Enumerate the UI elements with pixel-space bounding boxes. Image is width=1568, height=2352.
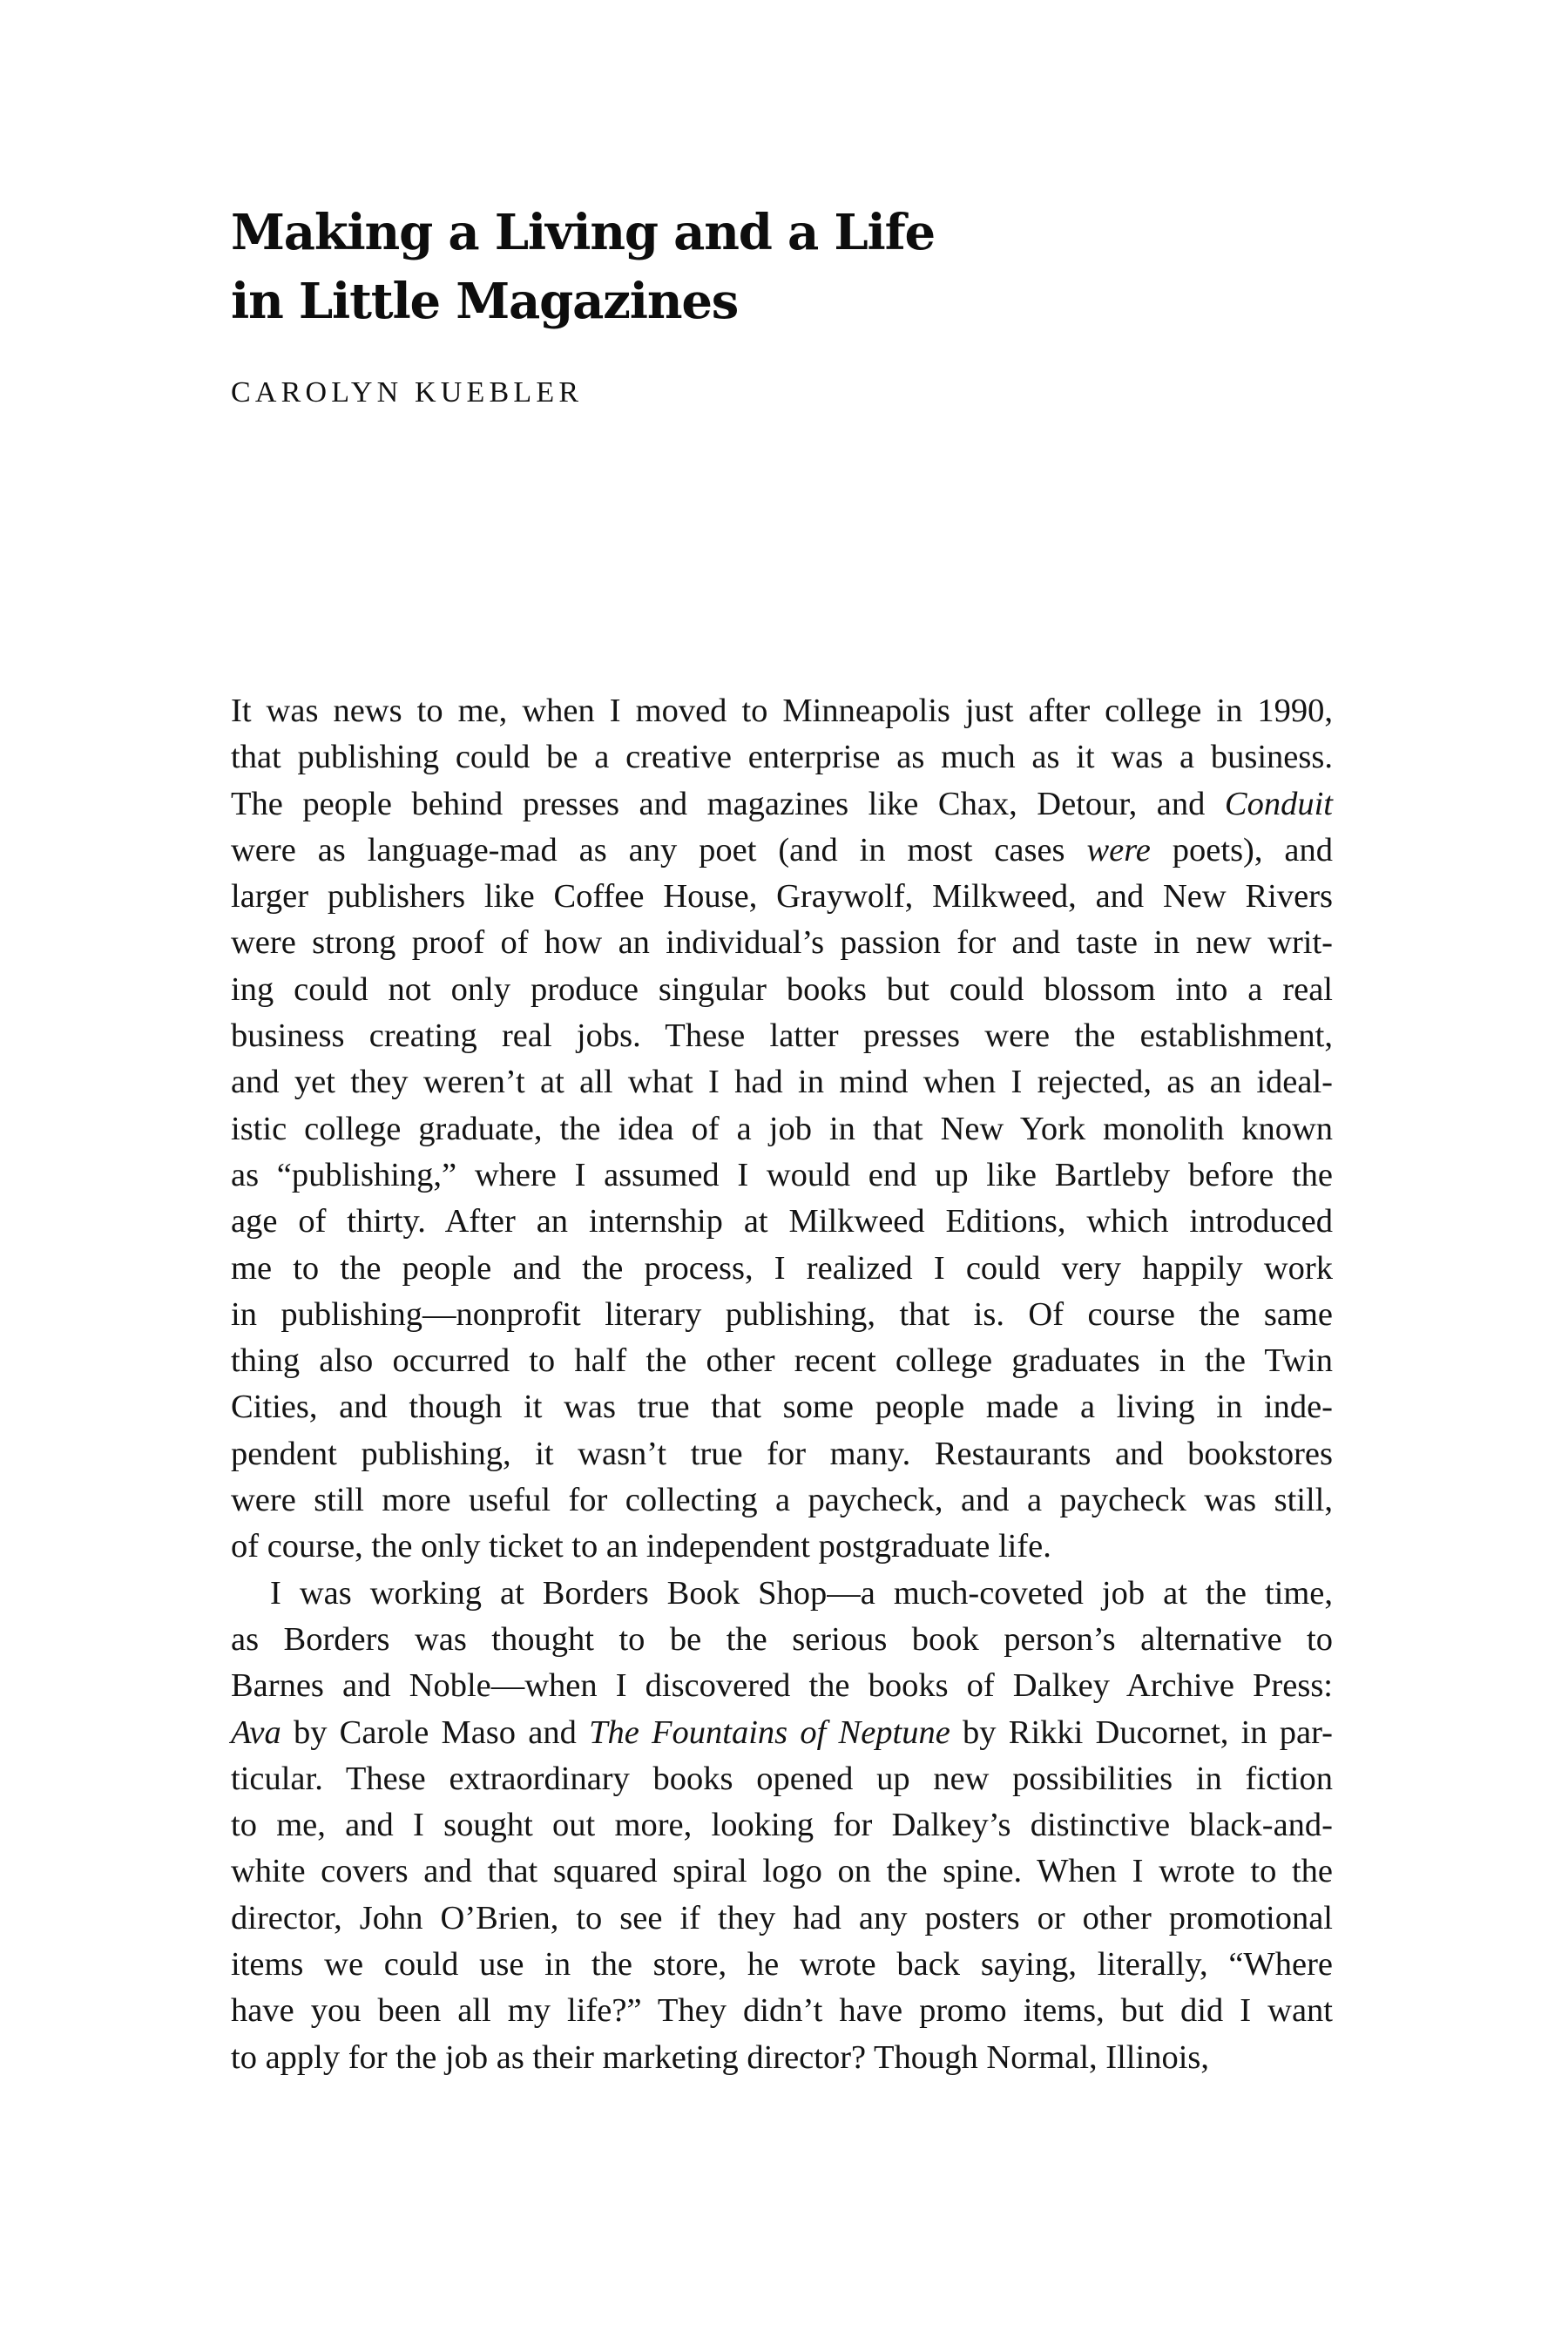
text-line — [231, 1292, 1333, 1338]
text-line — [231, 1384, 1333, 1430]
chapter-title — [231, 199, 1102, 336]
text-line — [231, 1571, 1333, 1617]
text-run: larger publishers like Coffee House, Graywolf, Milkweed, and New Rivers — [231, 878, 1333, 916]
text-line — [231, 1988, 1333, 2034]
text-run: thing also occurred to half the other recent college graduates in the Twin — [231, 1342, 1333, 1380]
text-run: me to the people and the process, I realized I could very happily work — [231, 1249, 1333, 1287]
text-line — [231, 1524, 1333, 1570]
text-run: have you been all my life?” They didn’t have promo items, but did I want — [231, 1992, 1333, 2030]
text-run: by Rikki Ducornet, in par- — [950, 1713, 1333, 1751]
text-run: were still more useful for collecting a paycheck, and a paycheck was still, — [231, 1482, 1333, 1519]
text-line — [231, 1338, 1333, 1384]
text-line — [231, 1059, 1333, 1105]
text-line — [231, 874, 1333, 920]
text-line — [231, 1431, 1333, 1477]
text-run: poets), and — [1150, 831, 1333, 868]
text-line — [231, 688, 1333, 734]
text-line — [231, 1013, 1333, 1059]
text-run: ing could not only produce singular books but could blossom into a real — [231, 970, 1333, 1008]
text-run: age of thirty. After an internship at Milkweed Editions, which introduced — [231, 1203, 1333, 1240]
text-run: ticular. These extraordinary books opened up new possibilities in fiction — [231, 1760, 1333, 1797]
text-run: white covers and that squared spiral logo on the spine. When I wrote to the — [231, 1853, 1333, 1890]
body-text — [231, 688, 1333, 2081]
text-run: business creating real jobs. These latter presses were the establishment, — [231, 1017, 1333, 1055]
text-line — [231, 1710, 1333, 1756]
text-line — [231, 1617, 1333, 1663]
text-line — [231, 1848, 1333, 1895]
text-run: istic college graduate, the idea of a job in that New York monolith known — [231, 1110, 1333, 1147]
paragraph — [231, 688, 1333, 1571]
text-run: director, John O’Brien, to see if they had any posters or other promotional — [231, 1899, 1333, 1936]
text-run: and yet they weren’t at all what I had in mind when I rejected, as an ideal- — [231, 1064, 1333, 1101]
text-run: of course, the only ticket to an independent postgraduate life. — [231, 1528, 1051, 1565]
chapter-title-line-2: in Little Magazines — [231, 273, 739, 330]
italic-title-text: were — [1086, 831, 1151, 868]
text-line — [231, 781, 1333, 828]
text-line — [231, 734, 1333, 781]
text-line — [231, 1663, 1333, 1709]
text-line — [231, 1896, 1333, 1942]
italic-title-text: Conduit — [1224, 785, 1333, 822]
text-run: to apply for the job as their marketing director? Though Normal, Illinois, — [231, 2038, 1210, 2076]
text-line — [231, 1477, 1333, 1524]
text-run: pendent publishing, it wasn’t true for many. Restaurants and bookstores — [231, 1435, 1333, 1472]
text-run: by Carole Maso and — [280, 1713, 590, 1751]
text-line — [231, 1802, 1333, 1848]
text-run: Barnes and Noble—when I discovered the books of Dalkey Archive Press: — [231, 1667, 1333, 1705]
text-line — [231, 2035, 1333, 2081]
paragraph — [231, 1571, 1333, 2081]
text-run: It was news to me, when I moved to Minneapolis just after college in 1990, — [231, 693, 1333, 729]
text-line — [231, 1106, 1333, 1152]
text-run: in publishing—nonprofit literary publishing, that is. Of course the same — [231, 1295, 1333, 1333]
text-line — [231, 1756, 1333, 1802]
text-run: Cities, and though it was true that some people made a living in inde- — [231, 1389, 1333, 1426]
text-run: as “publishing,” where I assumed I would end up like Bartleby before the — [231, 1156, 1333, 1193]
text-line — [231, 920, 1333, 966]
text-run: to me, and I sought out more, looking for Dalkey’s distinctive black-and- — [231, 1807, 1333, 1844]
chapter-title-line-1: Making a Living and a Life — [231, 204, 935, 261]
text-line — [231, 828, 1333, 874]
text-run: that publishing could be a creative enterprise as much as it was a business. — [231, 739, 1333, 776]
italic-title-text: Ava — [231, 1713, 281, 1751]
text-line — [231, 1942, 1333, 1988]
italic-title-text: The Fountains of Neptune — [589, 1713, 950, 1751]
text-line — [231, 967, 1333, 1013]
text-line — [231, 1152, 1333, 1199]
text-run: as Borders was thought to be the serious book person’s alternative to — [231, 1620, 1333, 1658]
author-name: CAROLYN KUEBLER — [231, 376, 584, 409]
text-run: were strong proof of how an individual’s passion for and taste in new writ- — [231, 924, 1333, 962]
text-line — [231, 1199, 1333, 1245]
text-run: items we could use in the store, he wrote back saying, literally, “Where — [231, 1946, 1333, 1984]
text-line — [231, 1246, 1333, 1292]
text-run: I was working at Borders Book Shop—a much-coveted job at the time, — [270, 1574, 1333, 1612]
text-run: were as language-mad as any poet (and in most cases — [231, 831, 1087, 868]
text-run: The people behind presses and magazines like Chax, Detour, and — [231, 785, 1225, 822]
